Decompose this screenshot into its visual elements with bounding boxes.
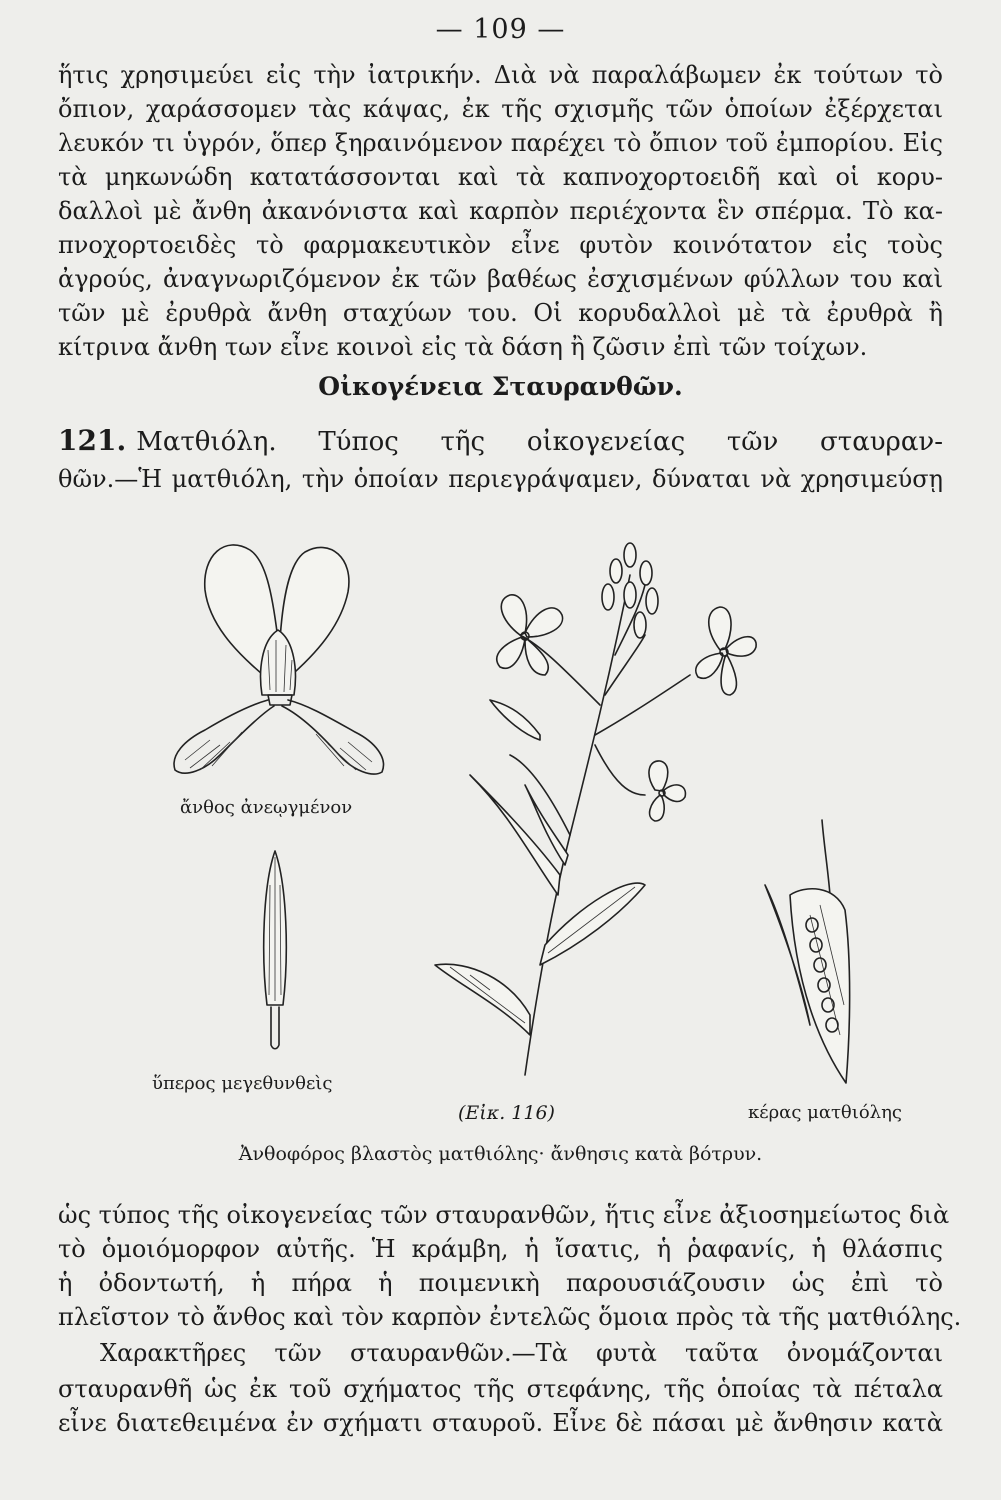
text-line: σταυρανθῆ ὡς ἐκ τοῦ σχήματος τῆς στεφάνης, τῆς ὁποίας τὰ πέταλα	[58, 1375, 943, 1403]
flowering-stem-illustration	[430, 535, 760, 1080]
text-line: τῶν μὲ ἐρυθρὰ ἄνθη σταχύων του. Οἱ κορυδαλλοὶ μὲ τὰ ἐρυθρὰ ἢ	[58, 299, 943, 327]
figure-caption: Ἀνθοφόρος βλαστὸς ματθιόλης· ἄνθησις κατὰ βότρυν.	[238, 1143, 763, 1165]
page-number: — 109 —	[435, 14, 566, 45]
text-line: τὰ μηκωνώδη κατατάσσονται καὶ τὰ καπνοχορτοειδῆ καὶ οἱ κορυ-	[58, 163, 943, 191]
open-flower-illustration	[150, 520, 410, 790]
text-line: ἡ ὀδοντωτή, ἡ πήρα ἡ ποιμενικὴ παρουσιάζουσιν ὡς ἐπὶ τὸ	[58, 1269, 943, 1297]
text-line: τὸ ὁμοιόμορφον αὐτῆς. Ἡ κράμβη, ἡ ἴσατις, ἡ ῥαφανίς, ἡ θλάσπις	[58, 1235, 943, 1263]
section-heading: Οἰκογένεια Σταυρανθῶν.	[318, 372, 683, 401]
seed-pod-illustration	[750, 815, 860, 1090]
item-number: 121.	[58, 424, 127, 457]
seed-pod-label: κέρας ματθιόλης	[748, 1102, 902, 1123]
item-title-line	[58, 424, 943, 459]
text-line: ὡς τύπος τῆς οἰκογενείας τῶν σταυρανθῶν, ἥτις εἶνε ἀξιοσημείωτος διὰ	[58, 1201, 950, 1229]
text-line: κίτρινα ἄνθη των εἶνε κοινοὶ εἰς τὰ δάση ἢ ζῶσιν ἐπὶ τῶν τοίχων.	[58, 333, 868, 361]
flower-right	[696, 607, 756, 695]
figure-number-label: (Εἰκ. 116)	[458, 1102, 555, 1124]
text-line: δαλλοὶ μὲ ἄνθη ἀκανόνιστα καὶ καρπὸν περιέχοντα ἓν σπέρμα. Τὸ κα-	[58, 197, 943, 225]
text-line: πλεῖστον τὸ ἄνθος καὶ τὸν καρπὸν ἐντελῶς ὅμοια πρὸς τὰ τῆς ματθιόλης.	[58, 1303, 962, 1331]
pistil-illustration	[245, 845, 305, 1060]
text-line: ἥτις χρησιμεύει εἰς τὴν ἰατρικήν. Διὰ νὰ παραλάβωμεν ἐκ τούτων τὸ	[58, 61, 943, 89]
text-line: Χαρακτῆρες τῶν σταυρανθῶν.—Τὰ φυτὰ ταῦτα ὀνομάζονται	[100, 1339, 943, 1367]
text-line: ἀγρούς, ἀναγνωριζόμενον ἐκ τῶν βαθέως ἐσχισμένων φύλλων του καὶ	[58, 265, 943, 293]
text-line: πνοχορτοειδὲς τὸ φαρμακευτικὸν εἶνε φυτὸν κοινότατον εἰς τοὺς	[58, 231, 943, 259]
text-line: λευκόν τι ὑγρόν, ὅπερ ξηραινόμενον παρέχει τὸ ὄπιον τοῦ ἐμπορίου. Εἰς	[58, 129, 943, 157]
open-flower-label: ἄνθος ἀνεῳγμένον	[180, 797, 353, 818]
flower-left	[497, 595, 563, 675]
flower-lower	[649, 761, 685, 821]
text-line: εἶνε διατεθειμένα ἐν σχήματι σταυροῦ. Εἶνε δὲ πάσαι μὲ ἄνθησιν κατὰ	[58, 1409, 943, 1437]
text-line: θῶν.—Ἡ ματθιόλη, τὴν ὁποίαν περιεγράψαμεν, δύναται νὰ χρησιμεύσῃ	[58, 465, 943, 493]
text-line: ὄπιον, χαράσσομεν τὰς κάψας, ἐκ τῆς σχισμῆς τῶν ὁποίων ἐξέρχεται	[58, 95, 943, 123]
item-title: Ματθιόλη. Τύπος τῆς οἰκογενείας τῶν σταυραν-	[136, 427, 943, 457]
pistil-label: ὕπερος μεγεθυνθεὶς	[152, 1073, 333, 1094]
